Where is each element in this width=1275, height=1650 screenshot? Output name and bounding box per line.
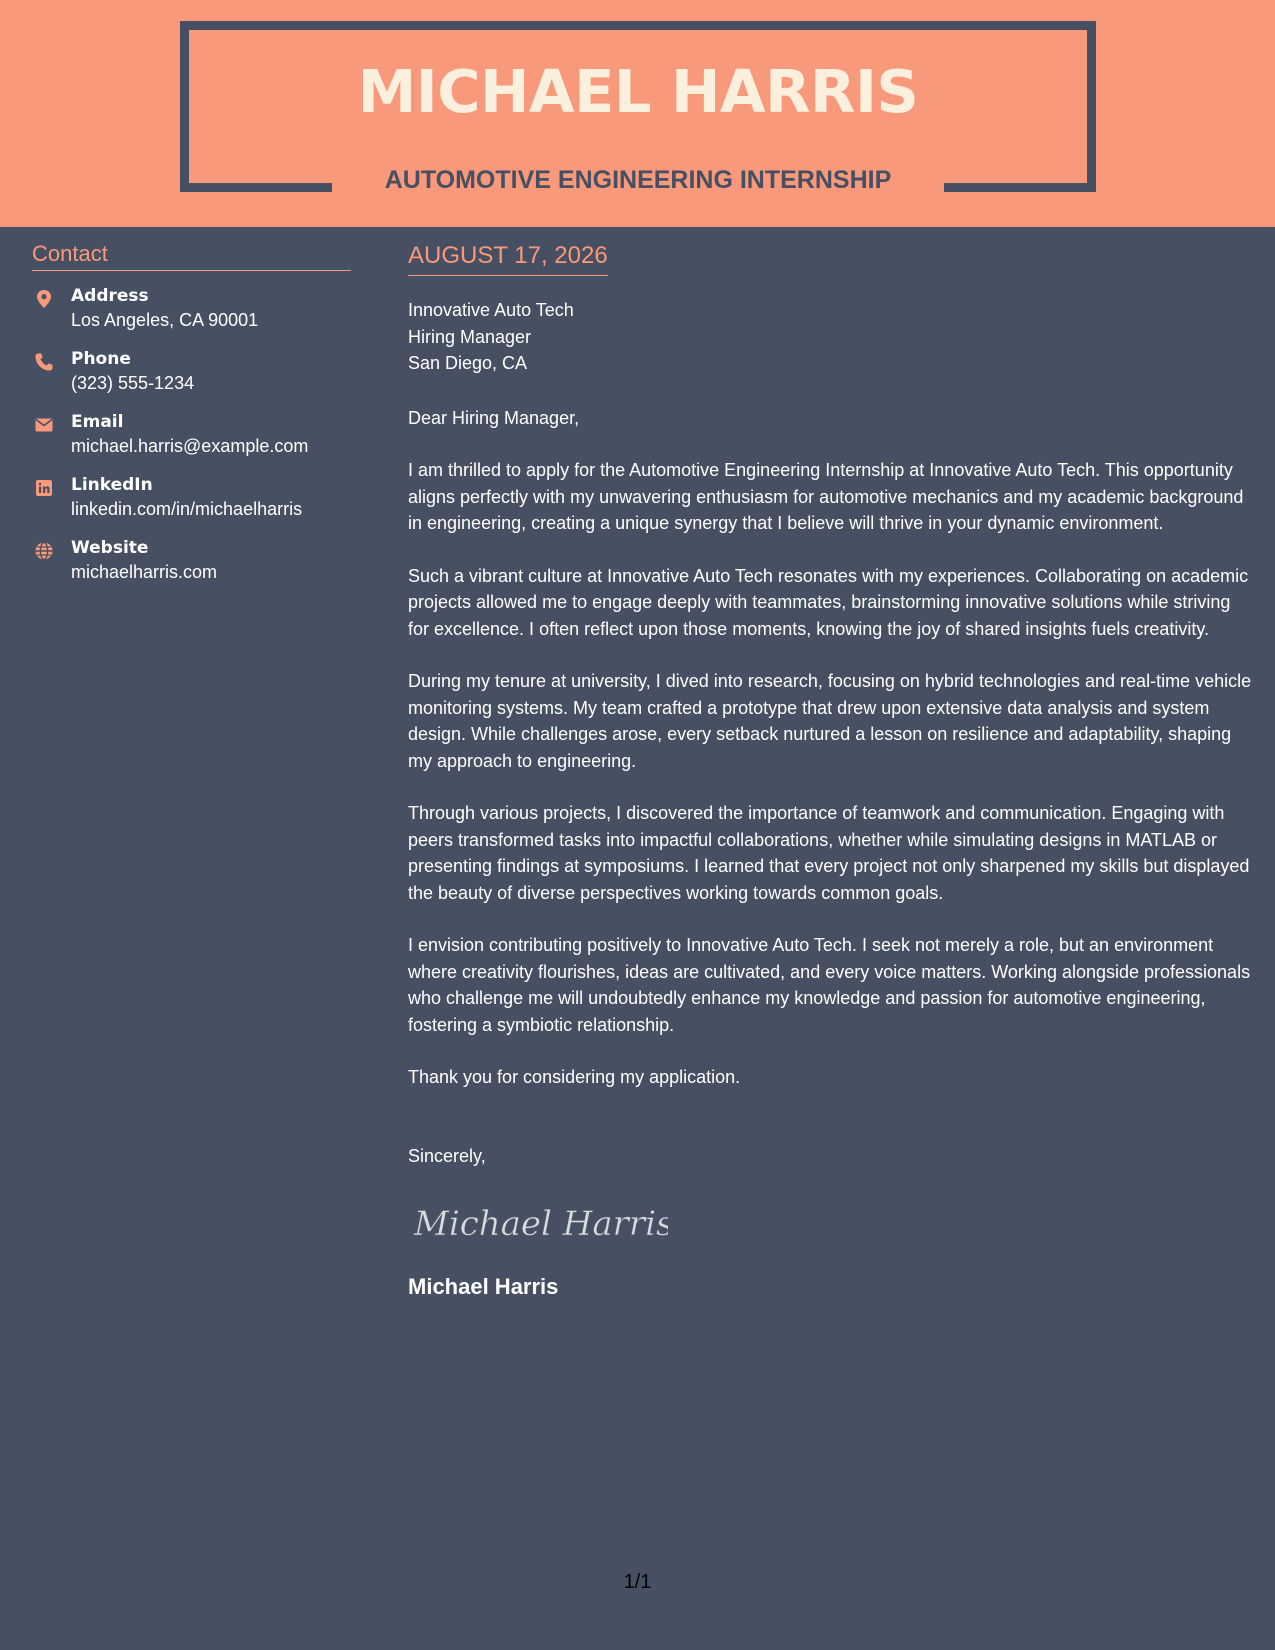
- contact-value: michael.harris@example.com: [71, 436, 309, 457]
- applicant-name: MICHAEL HARRIS: [357, 57, 919, 126]
- recipient-title: Hiring Manager: [408, 326, 532, 347]
- phone-icon: [34, 352, 54, 372]
- globe-icon: [34, 541, 54, 561]
- contact-item-website: [32, 537, 351, 600]
- job-title: AUTOMOTIVE ENGINEERING INTERNSHIP: [384, 166, 892, 194]
- linkedin-icon: [34, 478, 54, 498]
- contact-list: [32, 285, 351, 600]
- salutation: Dear Hiring Manager,: [408, 407, 580, 428]
- letter-body: [408, 243, 1253, 1300]
- letter-paragraph: I envision contributing positively to Innovative Auto Tech. I seek not merely a role, but an environment where creativity flourishes, ideas are cultivated, and every voice matters. Working alongside professionals who challenge me will undoubtedly enhance my knowledge and passion for automotive engineering, fostering a symbiotic relationship.: [408, 935, 1251, 1035]
- letter-paragraph: During my tenure at university, I dived into research, focusing on hybrid technologies and real-time vehicle monitoring systems. My team crafted a prototype that drew upon extensive data analysis and system design. While challenges arose, every setback nurtured a lesson on resilience and adaptability, shaping my approach to engineering.: [408, 671, 1252, 771]
- recipient-location: San Diego, CA: [408, 353, 528, 374]
- sign-off: Sincerely,: [408, 1145, 486, 1166]
- contact-value: linkedin.com/in/michaelharris: [71, 499, 303, 520]
- contact-label: Phone: [71, 349, 131, 370]
- header-frame-bottom-left: [180, 183, 332, 192]
- contact-sidebar: [32, 242, 351, 600]
- recipient-block: [408, 297, 1253, 377]
- contact-label: Email: [71, 412, 124, 433]
- recipient-company: Innovative Auto Tech: [408, 300, 574, 321]
- contact-value: (323) 555-1234: [71, 373, 195, 394]
- map-pin-icon: [34, 289, 54, 309]
- letter-paragraph: Through various projects, I discovered the importance of teamwork and communication. Engaging with peers transformed tasks into impactful collaborations, whether while simulating designs in MATLAB or presenting findings at symposiums. I learned that every project not only sharpened my skills but displayed the beauty of diverse perspectives working towards common goals.: [408, 803, 1250, 903]
- letter-paragraph: Such a vibrant culture at Innovative Auto Tech resonates with my experiences. Collaborating on academic projects allowed me to engage deeply with teammates, brainstorming innovative solutions while striving for excellence. I often reflect upon those moments, knowing the joy of shared insights fuels creativity.: [408, 565, 1249, 639]
- signer-name: Michael Harris: [408, 1274, 559, 1300]
- contact-item-linkedin: [32, 474, 351, 537]
- contact-item-address: [32, 285, 351, 348]
- header-banner: [0, 0, 1275, 227]
- page-number: 1/1: [623, 1571, 652, 1593]
- contact-item-phone: [32, 348, 351, 411]
- contact-heading: Contact: [32, 242, 351, 271]
- handwritten-signature: [408, 1193, 668, 1253]
- contact-label: LinkedIn: [71, 475, 153, 496]
- contact-value: michaelharris.com: [71, 562, 218, 583]
- contact-value: Los Angeles, CA 90001: [71, 310, 259, 331]
- contact-item-email: [32, 411, 351, 474]
- closing-line: Thank you for considering my application.: [408, 1067, 741, 1088]
- contact-label: Address: [71, 286, 149, 307]
- envelope-icon: [34, 415, 54, 435]
- header-frame-bottom-right: [944, 183, 1096, 192]
- letter-date: AUGUST 17, 2026: [408, 243, 608, 276]
- contact-label: Website: [71, 538, 149, 559]
- signature-text: Michael Harris: [414, 1204, 668, 1245]
- letter-paragraph: I am thrilled to apply for the Automotive Engineering Internship at Innovative Auto Tech. This opportunity aligns perfectly with my unwavering enthusiasm for automotive mechanics and my academic background in engineering, creating a unique synergy that I believe will thrive in your dynamic environment.: [408, 460, 1244, 534]
